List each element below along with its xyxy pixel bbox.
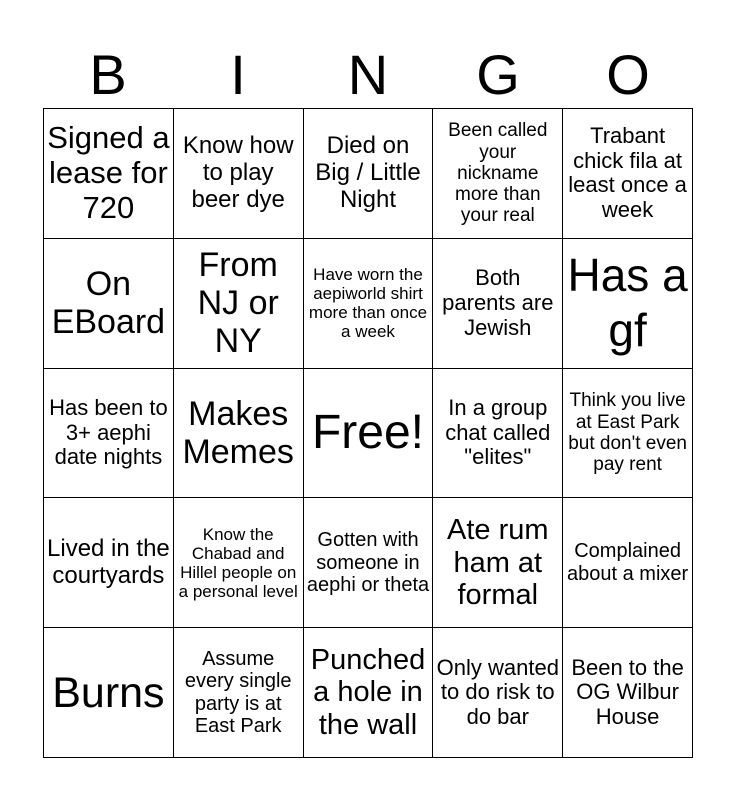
bingo-cell[interactable] [44,109,174,239]
cell-text: Think you live at East Park but don't even pay rent [568,390,687,476]
bingo-board [43,108,693,758]
cell-text: Been called your nickname more than your real [448,120,548,227]
bingo-cell[interactable] [44,239,174,369]
cell-text: Complained about a mixer [567,540,689,585]
bingo-cell[interactable] [174,628,304,758]
bingo-cell[interactable] [563,109,693,239]
cell-text: Know the Chabad and Hillel people on a personal level [178,524,298,601]
cell-text: Been to the OG Wilbur House [571,654,684,729]
bingo-cell[interactable] [174,109,304,239]
bingo-cell[interactable] [304,498,434,628]
bingo-cell[interactable] [44,628,174,758]
header-letter-b: B [89,43,127,106]
cell-text: Gotten with someone in aephi or theta [306,529,430,596]
bingo-cell[interactable] [174,239,304,369]
cell-text: Burns [52,668,165,717]
cell-text: Punched a hole in the wall [310,643,426,741]
free-space[interactable] [304,369,434,499]
bingo-cell[interactable] [44,498,174,628]
bingo-cell[interactable] [304,109,434,239]
header-letter-g: G [476,43,520,106]
cell-text: Ate rum ham at formal [447,514,549,612]
bingo-cell[interactable] [563,628,693,758]
bingo-cell[interactable] [174,498,304,628]
bingo-cell[interactable] [433,628,563,758]
cell-text: Has a gf [567,249,688,357]
bingo-cell[interactable] [174,369,304,499]
bingo-cell[interactable] [433,369,563,499]
bingo-cell[interactable] [433,109,563,239]
cell-text: Died on Big / Little Night [315,132,421,213]
cell-text: From NJ or NY [197,246,279,361]
bingo-cell[interactable] [304,239,434,369]
bingo-cell[interactable] [304,628,434,758]
bingo-cell[interactable] [563,369,693,499]
cell-text: Have worn the aepiworld shirt more than once a week [308,265,428,342]
cell-text: Know how to play beer dye [182,132,294,213]
bingo-cell[interactable] [563,239,693,369]
header-letter-i: I [230,43,246,106]
header-letter-n: N [347,43,389,106]
bingo-cell[interactable] [433,239,563,369]
cell-text: Has been to 3+ aephi date nights [49,395,168,470]
cell-text: Lived in the courtyards [47,534,170,589]
bingo-cell[interactable] [563,498,693,628]
bingo-cell[interactable] [433,498,563,628]
free-space-text: Free! [311,406,424,460]
header-letter-o: O [606,43,650,106]
bingo-cell[interactable] [44,369,174,499]
cell-text: Assume every single party is at East Park [184,647,292,737]
cell-text: Signed a lease for 720 [47,120,170,225]
cell-text: In a group chat called "elites" [445,395,551,470]
cell-text: Only wanted to do risk to do bar [436,654,559,729]
cell-text: On EBoard [51,265,166,342]
bingo-header [43,42,693,108]
cell-text: Trabant chick fila at least once a week [568,123,687,223]
cell-text: Both parents are Jewish [442,265,554,340]
cell-text: Makes Memes [182,394,294,471]
